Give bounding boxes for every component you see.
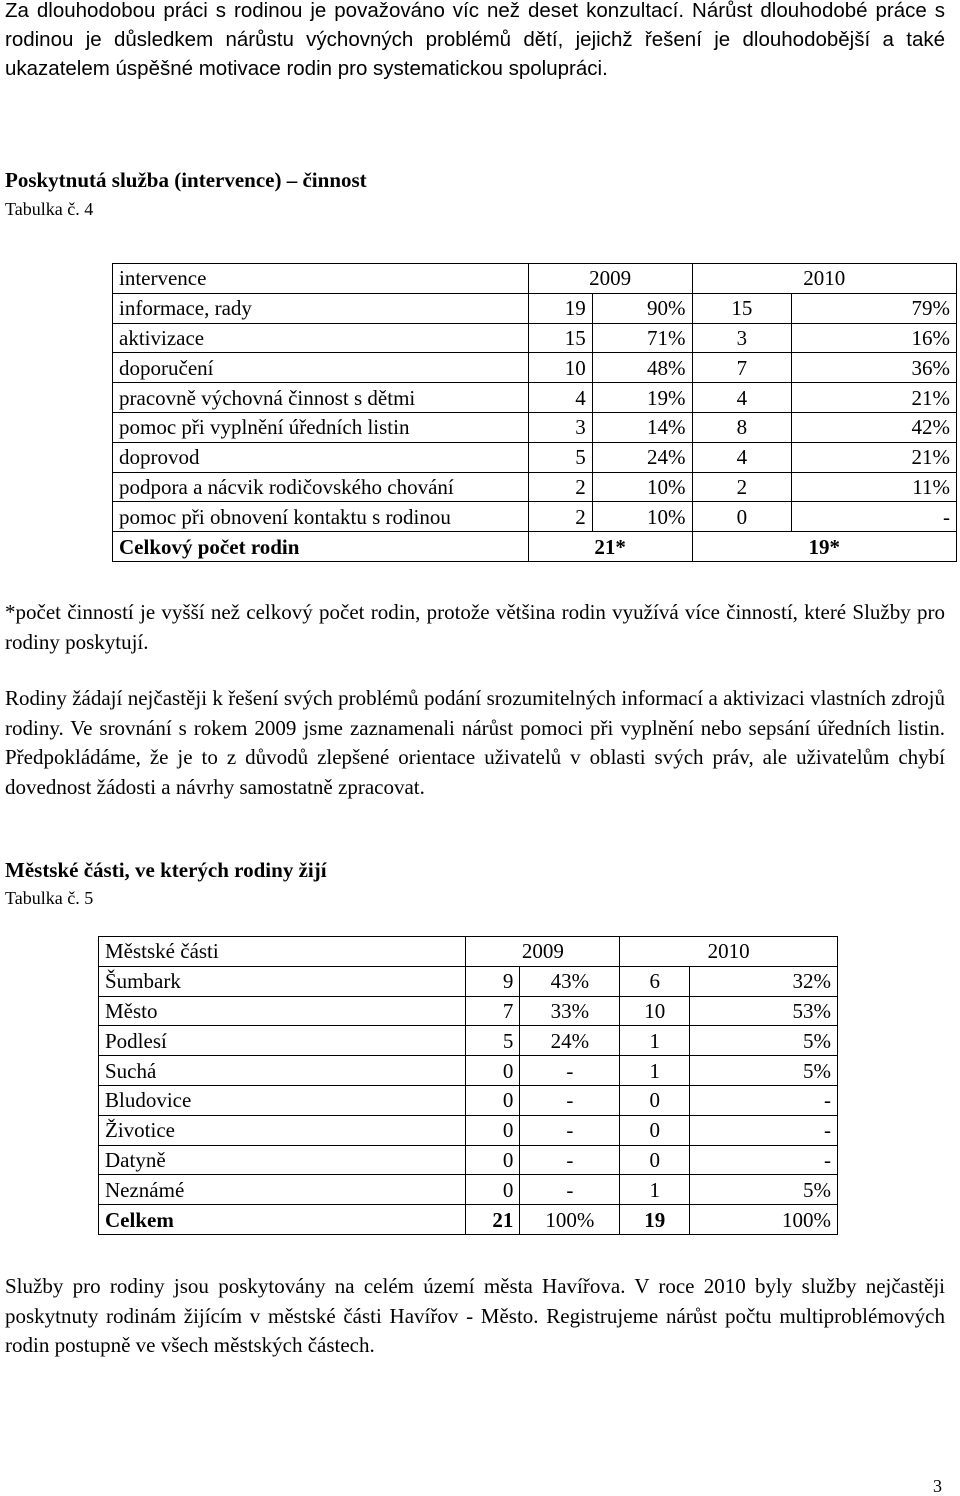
count-2010: 1: [620, 1056, 690, 1086]
total-row: [113, 532, 957, 562]
percent-2010: 53%: [690, 996, 838, 1026]
table-row: [113, 353, 957, 383]
percent-2010: 32%: [690, 966, 838, 996]
intro-paragraph: Za dlouhodobou práci s rodinou je považováno víc než deset konzultací. Nárůst dlouhodobé práce s rodinou je důsledkem nárůstu výchovných problémů dětí, jejichž řešení je dlouhodobější a také ukazatelem úspěšné motivace rodin pro systematickou spolupráci.: [5, 0, 945, 80]
header-year-2009: 2009: [466, 937, 620, 967]
row-label: doprovod: [113, 442, 529, 472]
count-2009: 7: [466, 996, 520, 1026]
count-2009: 5: [466, 1026, 520, 1056]
table-row: [113, 502, 957, 532]
count-2009: 4: [528, 383, 592, 413]
table-row: [99, 1175, 838, 1205]
table-row: [113, 383, 957, 413]
row-label: Podlesí: [99, 1026, 466, 1056]
percent-2009: 90%: [592, 293, 692, 323]
percent-2010: -: [690, 1115, 838, 1145]
total-count-2009: 21: [466, 1205, 520, 1235]
total-percent-2009: 100%: [520, 1205, 620, 1235]
row-label: aktivizace: [113, 323, 529, 353]
mestske-casti-table: [98, 936, 838, 1235]
count-2009: 0: [466, 1115, 520, 1145]
count-2009: 2: [528, 502, 592, 532]
count-2010: 8: [692, 412, 792, 442]
table-row: [99, 1145, 838, 1175]
percent-2009: -: [520, 1175, 620, 1205]
percent-2010: 42%: [792, 412, 957, 442]
row-label: Šumbark: [99, 966, 466, 996]
percent-2010: -: [690, 1145, 838, 1175]
percent-2010: 36%: [792, 353, 957, 383]
table-row: [113, 293, 957, 323]
percent-2009: -: [520, 1085, 620, 1115]
table-header-row: [99, 937, 838, 967]
page-number: 3: [933, 1476, 942, 1496]
count-2010: 0: [620, 1115, 690, 1145]
total-label: Celkový počet rodin: [113, 532, 529, 562]
section-heading-intervence: Poskytnutá služba (intervence) – činnost: [5, 168, 367, 192]
row-label: informace, rady: [113, 293, 529, 323]
header-year-2009: 2009: [528, 264, 692, 294]
percent-2009: -: [520, 1056, 620, 1086]
count-2010: 3: [692, 323, 792, 353]
percent-2009: 19%: [592, 383, 692, 413]
percent-2009: -: [520, 1115, 620, 1145]
count-2010: 1: [620, 1026, 690, 1056]
percent-2009: 10%: [592, 502, 692, 532]
paragraph-intervence: Rodiny žádají nejčastěji k řešení svých problémů podání srozumitelných informací a aktivizaci vlastních zdrojů rodiny. Ve srovnání s rokem 2009 jsme zaznamenali nárůst pomoci při vyplnění nebo sepsání úředních listin. Předpokládáme, že je to z důvodů zlepšené orientace uživatelů v oblasti svých práv, ale uživatelům chybí dovednost žádosti a návrhy samostatně zpracovat.: [5, 686, 945, 799]
intervence-table: [112, 263, 957, 562]
table-caption-4: Tabulka č. 4: [5, 199, 94, 219]
percent-2010: 21%: [792, 442, 957, 472]
row-label: pracovně výchovná činnost s dětmi: [113, 383, 529, 413]
count-2010: 15: [692, 293, 792, 323]
row-label: podpora a nácvik rodičovského chování: [113, 472, 529, 502]
row-label: Životice: [99, 1115, 466, 1145]
percent-2009: 48%: [592, 353, 692, 383]
count-2009: 15: [528, 323, 592, 353]
table-row: [113, 412, 957, 442]
count-2010: 4: [692, 442, 792, 472]
count-2010: 0: [620, 1145, 690, 1175]
total-row: [99, 1205, 838, 1235]
row-label: pomoc při vyplnění úředních listin: [113, 412, 529, 442]
count-2009: 2: [528, 472, 592, 502]
table-row: [99, 1026, 838, 1056]
count-2010: 7: [692, 353, 792, 383]
footnote: *počet činností je vyšší než celkový počet rodin, protože většina rodin využívá více činností, které Služby pro rodiny poskytují.: [5, 600, 945, 654]
count-2010: 2: [692, 472, 792, 502]
table-row: [99, 1056, 838, 1086]
count-2009: 3: [528, 412, 592, 442]
percent-2009: 24%: [520, 1026, 620, 1056]
total-2009: 21*: [528, 532, 692, 562]
count-2010: 6: [620, 966, 690, 996]
row-label: Bludovice: [99, 1085, 466, 1115]
count-2009: 9: [466, 966, 520, 996]
total-count-2010: 19: [620, 1205, 690, 1235]
total-2010: 19*: [692, 532, 956, 562]
percent-2009: 14%: [592, 412, 692, 442]
percent-2009: 10%: [592, 472, 692, 502]
header-year-2010: 2010: [620, 937, 838, 967]
count-2009: 10: [528, 353, 592, 383]
table-row: [113, 323, 957, 353]
row-label: Suchá: [99, 1056, 466, 1086]
header-label: intervence: [113, 264, 529, 294]
paragraph-mestske-casti: Služby pro rodiny jsou poskytovány na celém území města Havířova. V roce 2010 byly služby nejčastěji poskytnuty rodinám žijícím v městské části Havířov - Město. Registrujeme nárůst počtu multiproblémových rodin postupně ve všech městských částech.: [5, 1274, 945, 1357]
percent-2009: 24%: [592, 442, 692, 472]
percent-2009: -: [520, 1145, 620, 1175]
percent-2010: 21%: [792, 383, 957, 413]
table-row: [99, 1115, 838, 1145]
table-caption-5: Tabulka č. 5: [5, 888, 94, 908]
percent-2010: 5%: [690, 1175, 838, 1205]
count-2010: 1: [620, 1175, 690, 1205]
table-row: [99, 966, 838, 996]
count-2009: 0: [466, 1056, 520, 1086]
percent-2010: 16%: [792, 323, 957, 353]
count-2010: 0: [620, 1085, 690, 1115]
count-2010: 10: [620, 996, 690, 1026]
percent-2010: 5%: [690, 1056, 838, 1086]
table-row: [113, 472, 957, 502]
count-2010: 0: [692, 502, 792, 532]
row-label: Neznámé: [99, 1175, 466, 1205]
table-row: [99, 1085, 838, 1115]
percent-2009: 33%: [520, 996, 620, 1026]
total-percent-2010: 100%: [690, 1205, 838, 1235]
count-2009: 5: [528, 442, 592, 472]
row-label: Město: [99, 996, 466, 1026]
count-2009: 0: [466, 1145, 520, 1175]
row-label: doporučení: [113, 353, 529, 383]
section-heading-mestske-casti: Městské části, ve kterých rodiny žijí: [5, 858, 327, 882]
count-2009: 19: [528, 293, 592, 323]
header-year-2010: 2010: [692, 264, 956, 294]
percent-2009: 43%: [520, 966, 620, 996]
table-header-row: [113, 264, 957, 294]
row-label: pomoc při obnovení kontaktu s rodinou: [113, 502, 529, 532]
percent-2010: 11%: [792, 472, 957, 502]
percent-2010: 79%: [792, 293, 957, 323]
count-2009: 0: [466, 1175, 520, 1205]
header-label: Městské části: [99, 937, 466, 967]
percent-2010: 5%: [690, 1026, 838, 1056]
count-2009: 0: [466, 1085, 520, 1115]
total-label: Celkem: [99, 1205, 466, 1235]
table-row: [113, 442, 957, 472]
row-label: Datyně: [99, 1145, 466, 1175]
percent-2010: -: [792, 502, 957, 532]
percent-2009: 71%: [592, 323, 692, 353]
table-row: [99, 996, 838, 1026]
percent-2010: -: [690, 1085, 838, 1115]
count-2010: 4: [692, 383, 792, 413]
